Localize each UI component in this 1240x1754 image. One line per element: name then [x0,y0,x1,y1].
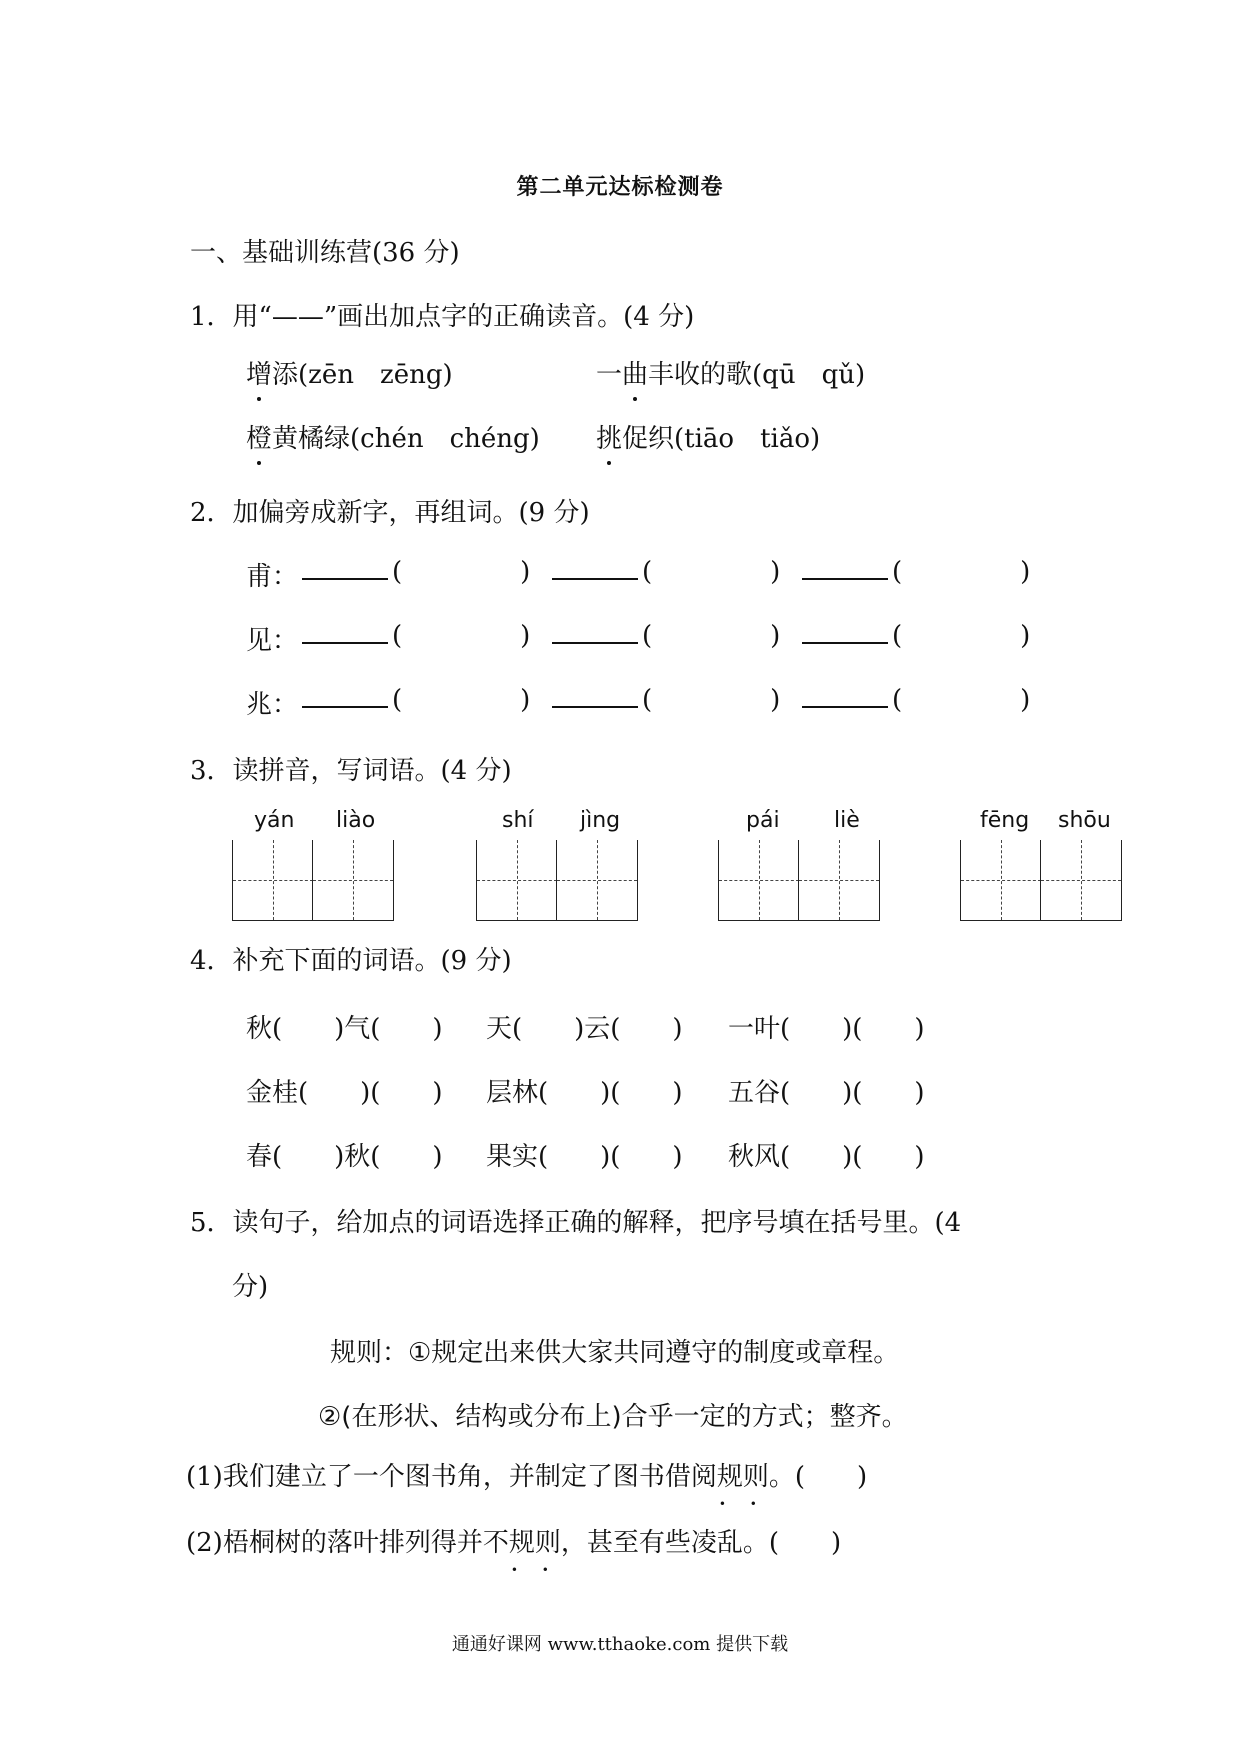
definition-2: ②(在形状、结构或分布上)合乎一定的方式；整齐。 [318,1402,908,1432]
fill-idiom: 一叶( )( ) [728,1014,925,1044]
dotted-char: 挑 [596,418,622,455]
pinyin: shōu [1058,808,1111,833]
close-paren: ) [1020,621,1031,651]
fill-idiom: 秋风( )( ) [728,1142,925,1172]
answer-blank-group[interactable] [552,556,780,587]
page-title: 第二单元达标检测卷 [516,174,724,200]
close-paren: ) [770,557,781,587]
sentence-2: (2)梧桐树的落叶排列得并不规则 • •，甚至有些凌乱。( ) [186,1522,841,1559]
open-paren: ( [892,621,903,651]
pinyin: shí [502,808,534,833]
dotted-char: 橙 [246,418,272,455]
open-paren: ( [892,685,903,715]
pinyin: yán [254,808,295,833]
fill-idiom: 层林( )( ) [486,1078,683,1108]
open-paren: ( [642,685,653,715]
question-2-label: 2．加偏旁成新字，再组词。(9 分) [190,498,590,528]
question-5-label: 5．读句子，给加点的词语选择正确的解释，把序号填在括号里。(4 [190,1208,962,1238]
answer-blank-group[interactable] [302,556,530,587]
close-paren: ) [770,685,781,715]
answer-line[interactable] [302,684,388,708]
q1-item: 挑促织(tiāo tiǎo) [596,418,820,455]
pinyin: jìng [580,808,621,833]
answer-line[interactable] [552,556,638,580]
answer-blank-group[interactable] [802,620,1030,651]
q2-row [246,620,298,657]
fill-idiom: 秋( )气( ) [246,1014,443,1044]
fill-idiom: 金桂( )( ) [246,1078,443,1108]
radical-char: 见： [246,626,299,656]
answer-blank-group[interactable] [552,620,780,651]
answer-blank-group[interactable] [552,684,780,715]
section-heading: 一、基础训练营(36 分) [190,238,460,268]
answer-blank-group[interactable] [302,620,530,651]
pinyin: liè [834,808,860,833]
footer: 通通好课网 www.tthaoke.com 提供下载 [451,1634,789,1655]
answer-line[interactable] [802,684,888,708]
close-paren: ) [520,621,531,651]
question-4-label: 4．补充下面的词语。(9 分) [190,946,512,976]
radical-char: 甫： [246,562,299,592]
dotted-word: 规则 • • [509,1522,561,1559]
answer-line[interactable] [552,620,638,644]
close-paren: ) [1020,685,1031,715]
close-paren: ) [520,685,531,715]
question-3-label: 3．读拼音，写词语。(4 分) [190,756,512,786]
close-paren: ) [1020,557,1031,587]
open-paren: ( [642,621,653,651]
fill-idiom: 天( )云( ) [486,1014,683,1044]
q1-item: 增添(zēn zēng) [246,354,453,391]
answer-line[interactable] [302,556,388,580]
q1-item: 一曲丰收的歌(qū qǔ) [596,354,865,391]
open-paren: ( [892,557,903,587]
radical-char: 兆： [246,690,299,720]
open-paren: ( [642,557,653,587]
close-paren: ) [520,557,531,587]
answer-line[interactable] [802,556,888,580]
open-paren: ( [392,621,403,651]
dotted-word: 规则 • • [717,1456,769,1493]
fill-idiom: 果实( )( ) [486,1142,683,1172]
close-paren: ) [770,621,781,651]
answer-blank-group[interactable] [302,684,530,715]
fill-idiom: 五谷( )( ) [728,1078,925,1108]
definition-1: 规则：①规定出来供大家共同遵守的制度或章程。 [330,1338,900,1368]
answer-line[interactable] [552,684,638,708]
open-paren: ( [392,685,403,715]
answer-blank-group[interactable] [802,556,1030,587]
q1-item: 橙黄橘绿(chén chéng) [246,418,540,455]
answer-blank-group[interactable] [802,684,1030,715]
dotted-char: 增 [246,354,272,391]
answer-line[interactable] [302,620,388,644]
sentence-1: (1)我们建立了一个图书角，并制定了图书借阅规则 • •。( ) [186,1456,867,1493]
answer-line[interactable] [802,620,888,644]
q2-row [246,684,298,721]
pinyin: liào [336,808,376,833]
pinyin: fēng [980,808,1030,833]
fill-idiom: 春( )秋( ) [246,1142,443,1172]
question-1-label: 1．用“——”画出加点字的正确读音。(4 分) [190,302,695,332]
q2-row [246,556,298,593]
pinyin: pái [746,808,780,833]
open-paren: ( [392,557,403,587]
dotted-char: 曲 [622,354,648,391]
question-5-label-cont: 分) [232,1272,269,1302]
